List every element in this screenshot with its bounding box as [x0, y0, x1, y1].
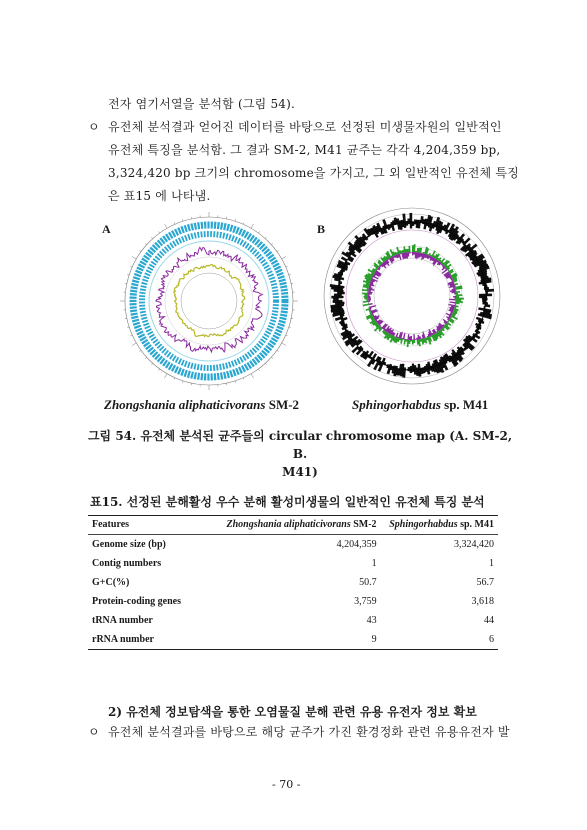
- table-row: [88, 554, 498, 573]
- section-2-line-1: 유전체 분석결과를 바탕으로 해당 균주가 가진 환경정화 관련 유용유전자 발: [108, 725, 510, 739]
- row-feature: tRNA number: [92, 615, 153, 626]
- figure-caption: [80, 427, 520, 481]
- row-sm2-value: 3,759: [354, 596, 377, 607]
- row-m41-value: 1: [489, 558, 494, 569]
- row-sm2-value: 9: [216, 630, 381, 650]
- row-feature: rRNA number: [88, 630, 216, 650]
- paragraph-1-line-4: 은 표15 에 나타냄.: [108, 189, 211, 203]
- row-feature: Protein-coding genes: [92, 596, 181, 607]
- header-sm2-italic: Zhongshania aliphaticivorans: [226, 519, 351, 530]
- bullet-marker: ㅇ: [88, 725, 100, 739]
- genome-features-table: [88, 515, 498, 650]
- row-m41-value: 3,618: [471, 596, 494, 607]
- table-header-row: [88, 516, 498, 535]
- header-m41-italic: Sphingorhabdus: [389, 519, 458, 530]
- figure-caption-line-1: 그림 54. 유전체 분석된 균주들의 circular chromosome map (A. SM-2, B.: [87, 429, 513, 461]
- species-label-sm2: [104, 397, 299, 413]
- panel-a-letter: A: [102, 222, 111, 236]
- table-row: [88, 611, 498, 630]
- row-sm2-value: 43: [366, 615, 377, 626]
- row-m41-value: 44: [484, 615, 494, 626]
- paragraph-1-line-1: 유전체 분석결과 얻어진 데이터를 바탕으로 선정된 미생물자원의 일반적인: [108, 120, 502, 134]
- species-label-m41: [352, 397, 488, 413]
- bullet-marker: ㅇ: [88, 120, 100, 134]
- header-features: Features: [88, 516, 216, 535]
- paragraph-1-line-3: 3,324,420 bp 크기의 chromosome을 가지고, 그 외 일반적인 유전체 특징: [108, 166, 519, 180]
- header-m41-suffix: sp. M41: [457, 519, 494, 530]
- species-italic-sm2: Zhongshania aliphaticivorans: [104, 397, 266, 412]
- circular-map-sm2: [118, 210, 300, 392]
- header-m41: [381, 516, 498, 535]
- figure-caption-line-2: M41): [282, 465, 318, 479]
- species-suffix-sm2: SM-2: [265, 397, 300, 412]
- body-line-1: 전자 염기서열을 분석함 (그림 54).: [108, 97, 296, 111]
- row-feature: G+C(%): [92, 577, 130, 588]
- table-row: [88, 573, 498, 592]
- table-row: [88, 535, 498, 555]
- row-sm2-value: 50.7: [359, 577, 377, 588]
- row-m41-value: 6: [381, 630, 498, 650]
- row-sm2-value: 1: [371, 558, 377, 569]
- table-title: 표15. 선정된 분해활성 우수 분해 활성미생물의 일반적인 유전체 특징 분석: [90, 495, 485, 509]
- row-sm2-value: 4,204,359: [336, 539, 377, 550]
- section-heading: 2) 유전체 정보탐색을 통한 오염물질 분해 관련 유용 유전자 정보 확보: [108, 705, 477, 719]
- row-m41-value: 3,324,420: [454, 539, 494, 550]
- species-suffix-m41: sp. M41: [440, 397, 489, 412]
- paragraph-1-line-2: 유전체 특징을 분석함. 그 결과 SM-2, M41 균주는 각각 4,204,359 bp,: [108, 143, 501, 157]
- panel-b-letter: B: [317, 222, 326, 236]
- species-italic-m41: Sphingorhabdus: [352, 397, 441, 412]
- header-sm2: [216, 516, 381, 535]
- page-number: - 70 -: [272, 778, 301, 791]
- circular-map-m41: [322, 206, 502, 386]
- row-m41-value: 56.7: [476, 577, 494, 588]
- row-feature: Genome size (bp): [92, 539, 166, 550]
- table-row: [88, 592, 498, 611]
- row-feature: Contig numbers: [92, 558, 162, 569]
- table-row: [88, 630, 498, 650]
- header-sm2-suffix: SM-2: [350, 519, 377, 530]
